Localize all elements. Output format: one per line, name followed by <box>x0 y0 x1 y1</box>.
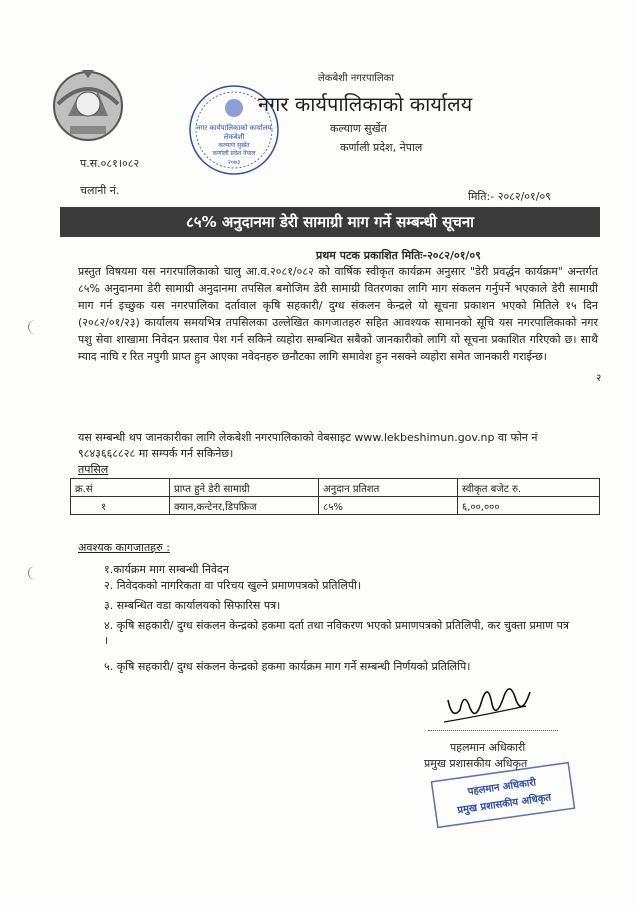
table-header-row <box>71 479 600 497</box>
stamp-line2: प्रमुख प्रशासकीय अधिकृत <box>456 792 552 817</box>
handwritten-signature <box>430 670 540 730</box>
punch-hole-mark <box>28 320 43 334</box>
stamp-round-line4: कर्णाली प्रदेश नेपाल <box>212 150 256 157</box>
dispatch-number: चलानी नं. <box>80 184 120 197</box>
first-published-date: प्रथम पटक प्रकाशित मितिः-२०८२/०१/०९ <box>316 249 481 262</box>
officer-rubber-stamp <box>428 760 578 830</box>
office-name: नगर कार्यपालिकाको कार्यालय <box>258 92 473 116</box>
document-item: १.कार्यक्रम माग सम्बन्धी निवेदन <box>104 563 229 576</box>
table-header-cell: प्राप्त हुने डेरी सामाग्री <box>170 479 319 497</box>
document-item: ५. कृषि सहकारी/ दुग्ध संकलन केन्द्रको हकमा कार्यक्रम माग गर्ने सम्बन्धी निर्णयको प्रतिलिपि। <box>104 660 471 673</box>
stamp-round-line1: नगर कार्यपालिकाको कार्यालय <box>196 124 272 132</box>
stamp-round-year: २०७३ <box>227 159 241 166</box>
table-cell: १ <box>71 497 170 515</box>
municipality-name: लेकबेशी नगरपालिका <box>318 73 394 84</box>
table-cell: क्यान,कन्टेनर,डिपफ्रिज <box>170 497 319 515</box>
notice-body-paragraph: प्रस्तुत विषयमा यस नगरपालिकाको चालु आ.व.२०८१/०८२ को वार्षिक स्वीकृत कार्यक्रम अनुसार "डेरी प्रवर्द्धन कार्यक्रम" अन्तर्गत ८५% अनुदानमा डेरी सामाग्री अनुदानमा तपसिल बमोजिम डेरी सामाग्री वितरणका लागि माग संकलन गर्नुपर्ने भएकाले डेरी सामाग्री माग गर्न इच्छुक यस नगरपालिका दर्तावाल कृषि सहकारी/ दुग्ध संकलन केन्द्रले यो सूचना प्रकाशन भएको मितिले १५ दिन (२०८२/०१/२३) कार्यालय समयभित्र तपसिलका उल्लेखित कागजातहरु सहित आवश्यक सामानको सूचि यस नगरपालिकाको नगर पशु सेवा शाखामा निवेदन प्रस्ताव पेश गर्न सकिने व्यहोरा सम्बन्धित सबैको जानकारीको लागि यो सूचना प्रकाशित गरिएको छ। साथै म्याद नाघि र रित नपुगी प्राप्त हुन आएका नवेदनहरु छनौटका लागि समावेश हुन नसक्ने व्यहोरा समेत जानकारी गराईन्छ। <box>78 265 598 363</box>
table-header-cell: स्वीकृत बजेट रु. <box>458 479 600 497</box>
signatory-name: पहलमान अधिकारी <box>450 741 526 754</box>
nepal-emblem-icon <box>48 64 128 144</box>
table-header-cell: क्र.सं <box>71 479 170 497</box>
reference-number: प.स.०८१।०८२ <box>80 157 140 170</box>
signature-line <box>428 730 558 731</box>
signatory-title: प्रमुख प्रशासकीय अधिकृत <box>424 757 528 770</box>
table-header-cell: अनुदान प्रतिशत <box>319 479 458 497</box>
document-item: ४. कृषि सहकारी/ दुग्ध संकलन केन्द्रको हकमा दर्ता तथा नविकरण भएको प्रमाणपत्रको प्रतिलिपी, कर चुक्ता प्रमाण पत्र । <box>104 619 569 647</box>
section-title-tapsil: तपसिल <box>78 463 109 476</box>
document-item: २. निवेदकको नागरिकता वा परिचय खुल्ने प्रमाणपत्रको प्रतिलिपी। <box>104 579 362 592</box>
items-table <box>70 478 600 515</box>
address-line-1: कल्याण सुर्खेत <box>330 122 387 135</box>
contact-paragraph: यस सम्बन्धी थप जानकारीका लागि लेकबेशी नगरपालिकाको वेबसाइट www.lekbeshimun.gov.np वा फोन नं ९८४३६६८८२८ मा सम्पर्क गर्न सकिनेछ। <box>78 431 538 460</box>
required-documents-title: अवश्यक कागजातहरु : <box>78 541 170 554</box>
table-cell: ८५% <box>319 497 458 515</box>
stamp-round-line3: कल्याण सुर्खेत <box>218 142 250 149</box>
table-row <box>71 497 600 515</box>
document-item: ३. सम्बन्धित वडा कार्यालयको सिफारिस पत्र। <box>104 599 281 612</box>
side-mark: २ <box>596 373 602 384</box>
punch-hole-mark <box>28 566 43 580</box>
notice-title-banner: ८५% अनुदानमा डेरी सामाग्री माग गर्ने सम्बन्धी सूचना <box>60 207 600 237</box>
stamp-round-line2: लेकबेशी <box>223 133 245 141</box>
address-line-2: कर्णाली प्रदेश, नेपाल <box>340 141 423 154</box>
table-cell: ६,००,००० <box>458 497 600 515</box>
stamp-line1: पहलमान अधिकारी <box>467 777 537 798</box>
letter-date: मिति:- २०८२/०१/०९ <box>468 190 551 203</box>
